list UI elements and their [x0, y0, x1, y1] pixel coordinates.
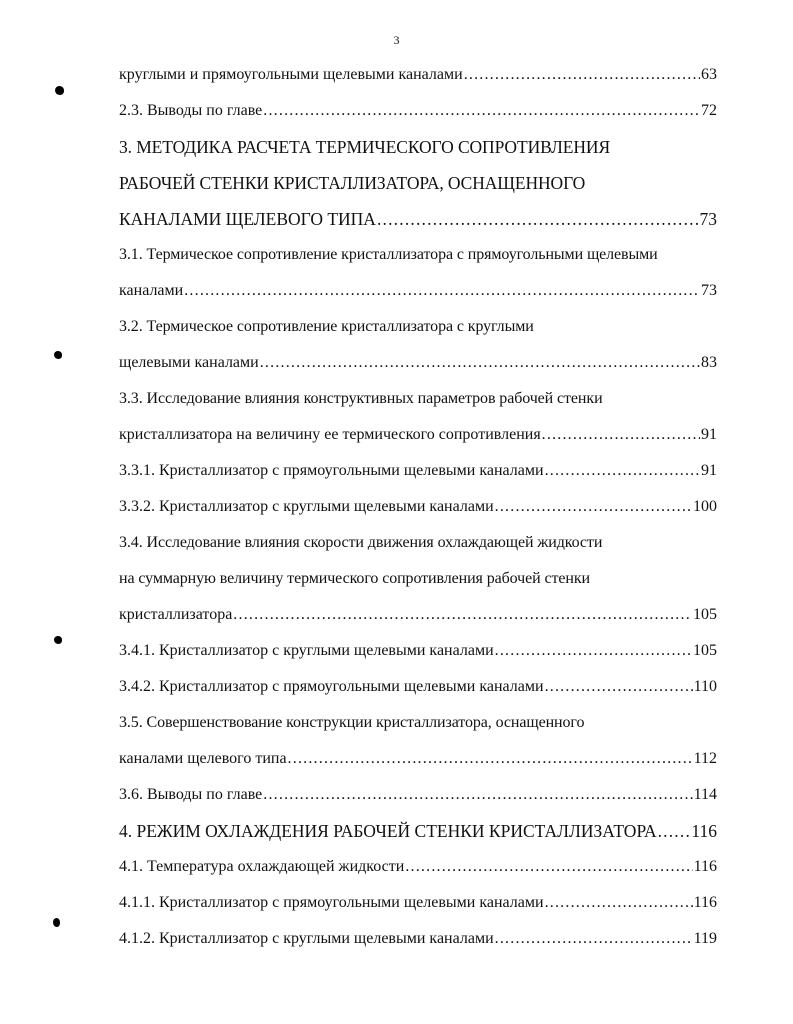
toc-dot-leader — [184, 273, 700, 309]
toc-entry-title: РАБОЧЕЙ СТЕНКИ КРИСТАЛЛИЗАТОРА, ОСНАЩЕННОГО — [119, 173, 586, 193]
toc-entry — [119, 669, 717, 705]
toc-dot-leader — [260, 345, 700, 381]
toc-entry-title: 3.2. Термическое сопротивление кристаллизатора с круглыми — [119, 318, 534, 335]
toc-entry-page: 73 — [699, 209, 717, 229]
punch-hole-mark — [54, 351, 62, 359]
toc-entry-title: 4.1.1. Кристаллизатор с прямоугольными щелевыми каналами — [119, 894, 544, 911]
toc-entry-title: круглыми и прямоугольными щелевыми каналами — [119, 66, 463, 83]
toc-dot-leader — [495, 921, 693, 957]
toc-dot-leader — [263, 93, 700, 129]
toc-entry-title: щелевыми каналами — [119, 354, 259, 371]
toc-dot-leader — [545, 669, 693, 705]
toc-entry-title: каналами щелевого типа — [119, 750, 287, 767]
punch-hole-mark — [53, 918, 60, 927]
toc-entry-title: 3.5. Совершенствование конструкции кристаллизатора, оснащенного — [119, 714, 585, 731]
toc-entry — [119, 849, 717, 885]
toc-entry-title: 2.3. Выводы по главе — [119, 102, 263, 119]
toc-entry — [119, 201, 717, 237]
toc-entry — [119, 561, 717, 597]
toc-entry — [119, 129, 717, 165]
toc-dot-leader — [464, 57, 700, 93]
punch-hole-mark — [54, 636, 62, 644]
toc-entry-title: 4.1.2. Кристаллизатор с круглыми щелевыми каналами — [119, 930, 494, 947]
toc-dot-leader — [495, 633, 692, 669]
toc-entry-title: кристаллизатора — [119, 606, 233, 623]
toc-entry — [119, 921, 717, 957]
toc-entry — [119, 741, 717, 777]
toc-dot-leader — [233, 597, 692, 633]
toc-entry-title: на суммарную величину термического сопротивления рабочей стенки — [119, 570, 590, 587]
toc-entry-title: каналами — [119, 282, 184, 299]
toc-entry-page: 63 — [701, 66, 717, 83]
toc-entry-page: 116 — [693, 894, 717, 911]
toc-entry — [119, 417, 717, 453]
toc-entry — [119, 597, 717, 633]
toc-entry-page: 114 — [693, 786, 717, 803]
toc-entry-title: 4. РЕЖИМ ОХЛАЖДЕНИЯ РАБОЧЕЙ СТЕНКИ КРИСТАЛЛИЗАТОРА — [119, 821, 657, 841]
toc-entry-title: КАНАЛАМИ ЩЕЛЕВОГО ТИПА — [119, 209, 376, 229]
toc-entry-page: 73 — [701, 282, 717, 299]
toc-entry-page: 91 — [701, 462, 717, 479]
toc-entry-page: 91 — [701, 426, 717, 443]
toc-entry — [119, 489, 717, 525]
toc-entry-page: 83 — [701, 354, 717, 371]
toc-dot-leader — [405, 849, 692, 885]
toc-entry-title: 3.3.2. Кристаллизатор с круглыми щелевыми каналами — [119, 498, 494, 515]
toc-entry-title: кристаллизатора на величину ее термического сопротивления — [119, 426, 541, 443]
toc-dot-leader — [263, 777, 692, 813]
toc-entry-title: 3.6. Выводы по главе — [119, 786, 263, 803]
toc-entry-title: 3.4.1. Кристаллизатор с круглыми щелевыми каналами — [119, 642, 494, 659]
punch-hole-mark — [55, 86, 64, 95]
toc-entry-page: 116 — [691, 821, 717, 841]
toc-entry — [119, 813, 717, 849]
toc-entry — [119, 453, 717, 489]
toc-entry-page: 112 — [693, 750, 717, 767]
toc-entry-title: 3.4.2. Кристаллизатор с прямоугольными щелевыми каналами — [119, 678, 544, 695]
toc-entry — [119, 93, 717, 129]
toc-entry — [119, 345, 717, 381]
toc-dot-leader — [288, 741, 693, 777]
toc-dot-leader — [545, 885, 693, 921]
toc-entry-page: 72 — [701, 102, 717, 119]
toc-entry-page: 105 — [693, 642, 717, 659]
toc-entry-page: 119 — [693, 930, 717, 947]
toc-entry — [119, 57, 717, 93]
toc-dot-leader — [542, 417, 700, 453]
toc-entry-page: 110 — [693, 678, 717, 695]
page-number: 3 — [393, 33, 400, 47]
toc-entry-title: 3.4. Исследование влияния скорости движения охлаждающей жидкости — [119, 534, 603, 551]
toc-entry — [119, 273, 717, 309]
toc-entry-title: 3.1. Термическое сопротивление кристаллизатора с прямоугольными щелевыми — [119, 246, 658, 263]
toc-entry-title: 4.1. Температура охлаждающей жидкости — [119, 858, 405, 875]
toc-dot-leader — [545, 453, 700, 489]
table-of-contents — [119, 57, 717, 957]
toc-dot-leader — [495, 489, 692, 525]
toc-entry-page: 116 — [693, 858, 717, 875]
toc-entry — [119, 309, 717, 345]
toc-entry — [119, 165, 717, 201]
toc-entry — [119, 885, 717, 921]
toc-dot-leader — [377, 201, 699, 237]
toc-entry-title: 3.3. Исследование влияния конструктивных параметров рабочей стенки — [119, 390, 603, 407]
toc-entry — [119, 525, 717, 561]
toc-entry-title: 3. МЕТОДИКА РАСЧЕТА ТЕРМИЧЕСКОГО СОПРОТИВЛЕНИЯ — [119, 137, 611, 157]
toc-entry-page: 100 — [693, 498, 717, 515]
toc-entry — [119, 705, 717, 741]
toc-entry — [119, 633, 717, 669]
toc-entry — [119, 237, 717, 273]
toc-entry — [119, 777, 717, 813]
toc-entry-page: 105 — [693, 606, 717, 623]
toc-entry — [119, 381, 717, 417]
toc-entry-title: 3.3.1. Кристаллизатор с прямоугольными щелевыми каналами — [119, 462, 544, 479]
toc-dot-leader — [658, 813, 691, 849]
